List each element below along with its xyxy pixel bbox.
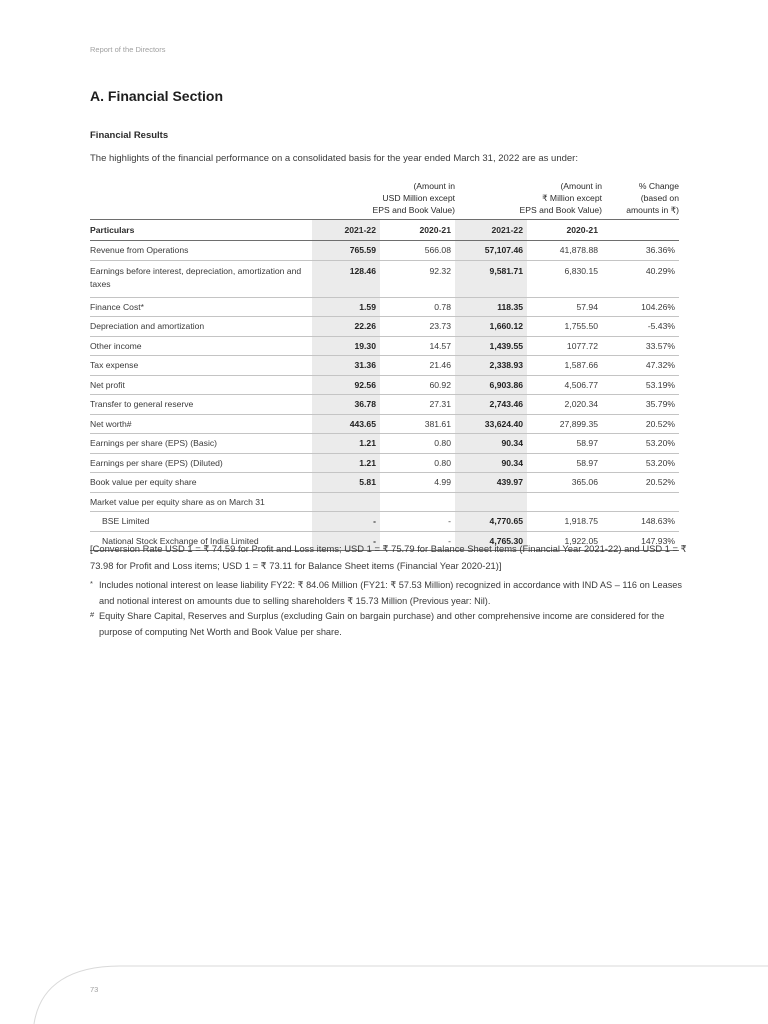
row-label: Tax expense bbox=[90, 356, 312, 376]
intro-paragraph: The highlights of the financial performance on a consolidated basis for the year ended March 31, 2022 are as under: bbox=[90, 153, 578, 164]
usd-2020-21-value: 0.78 bbox=[380, 297, 455, 317]
usd-2021-22-value: 19.30 bbox=[312, 336, 380, 356]
usd-2021-22-header: 2021-22 bbox=[312, 220, 380, 241]
change-value bbox=[602, 492, 679, 512]
row-label: Other income bbox=[90, 336, 312, 356]
change-value: 47.32% bbox=[602, 356, 679, 376]
change-value: 40.29% bbox=[602, 260, 679, 297]
change-value: 53.20% bbox=[602, 434, 679, 454]
unit-header-row bbox=[90, 172, 679, 220]
inr-2021-22-value: 2,338.93 bbox=[455, 356, 527, 376]
row-label: Book value per equity share bbox=[90, 473, 312, 493]
inr-2020-21-value: 41,878.88 bbox=[527, 241, 602, 261]
inr-2021-22-value: 4,765.30 bbox=[455, 531, 527, 551]
usd-2020-21-value: 381.61 bbox=[380, 414, 455, 434]
usd-2020-21-value bbox=[380, 492, 455, 512]
usd-2021-22-value bbox=[312, 492, 380, 512]
table-row bbox=[90, 473, 679, 493]
row-label: Net profit bbox=[90, 375, 312, 395]
change-unit-header: % Change (based on amounts in ₹) bbox=[626, 181, 679, 215]
inr-2020-21-value: 2,020.34 bbox=[527, 395, 602, 415]
row-label: Depreciation and amortization bbox=[90, 317, 312, 337]
change-value: 35.79% bbox=[602, 395, 679, 415]
change-value: 36.36% bbox=[602, 241, 679, 261]
footnote bbox=[90, 578, 690, 609]
page-number: 73 bbox=[90, 985, 99, 994]
inr-2021-22-value: 4,770.65 bbox=[455, 512, 527, 532]
usd-2020-21-value: - bbox=[380, 512, 455, 532]
inr-2020-21-value: 27,899.35 bbox=[527, 414, 602, 434]
table-row bbox=[90, 356, 679, 376]
usd-2021-22-value: - bbox=[312, 531, 380, 551]
footnote-text: Equity Share Capital, Reserves and Surplus (excluding Gain on bargain purchase) and other comprehensive income are considered for the purpose of computing Net Worth and Book Value per share. bbox=[99, 611, 665, 637]
usd-2021-22-value: 36.78 bbox=[312, 395, 380, 415]
inr-2020-21-value: 58.97 bbox=[527, 434, 602, 454]
row-label: BSE Limited bbox=[90, 512, 312, 532]
inr-2021-22-value: 57,107.46 bbox=[455, 241, 527, 261]
usd-2020-21-value: 92.32 bbox=[380, 260, 455, 297]
footnote-text: Includes notional interest on lease liability FY22: ₹ 84.06 Million (FY21: ₹ 57.53 Million) recognized in accordance with IND AS – 116 on Leases and notional interest on amounts due to selling shareholders ₹ 15.73 Million (Previous year: Nil). bbox=[99, 580, 682, 606]
change-value: 147.93% bbox=[602, 531, 679, 551]
inr-2021-22-value: 90.34 bbox=[455, 453, 527, 473]
change-value: 53.20% bbox=[602, 453, 679, 473]
inr-2021-22-value: 118.35 bbox=[455, 297, 527, 317]
table-row bbox=[90, 492, 679, 512]
table-row bbox=[90, 414, 679, 434]
inr-2020-21-value: 1,918.75 bbox=[527, 512, 602, 532]
row-label: Earnings per share (EPS) (Basic) bbox=[90, 434, 312, 454]
inr-2020-21-value: 1,922.05 bbox=[527, 531, 602, 551]
table-row bbox=[90, 375, 679, 395]
inr-2021-22-value: 33,624.40 bbox=[455, 414, 527, 434]
table-row bbox=[90, 434, 679, 454]
page-corner-curve bbox=[0, 940, 768, 1024]
usd-2021-22-value: 765.59 bbox=[312, 241, 380, 261]
usd-2020-21-value: 0.80 bbox=[380, 453, 455, 473]
inr-2020-21-value: 58.97 bbox=[527, 453, 602, 473]
footnotes bbox=[90, 578, 690, 640]
change-value: 33.57% bbox=[602, 336, 679, 356]
change-value: 53.19% bbox=[602, 375, 679, 395]
usd-2020-21-value: 21.46 bbox=[380, 356, 455, 376]
conversion-rate-note: [Conversion Rate USD 1 = ₹ 74.59 for Profit and Loss items; USD 1 = ₹ 75.79 for Balance Sheet items (Financial Year 2021-22) and USD 1 = ₹ 73.98 for Profit and Loss items; USD 1 = ₹ 73.11 for Balance Sheet items (Financial Year 2020-21)] bbox=[90, 543, 687, 571]
financial-results-heading: Financial Results bbox=[90, 130, 169, 141]
usd-2021-22-value: 128.46 bbox=[312, 260, 380, 297]
table-row bbox=[90, 453, 679, 473]
row-label: Revenue from Operations bbox=[90, 241, 312, 261]
usd-2020-21-value: 27.31 bbox=[380, 395, 455, 415]
inr-2021-22-header: 2021-22 bbox=[455, 220, 527, 241]
inr-2020-21-value: 6,830.15 bbox=[527, 260, 602, 297]
row-label: Net worth# bbox=[90, 414, 312, 434]
row-label: Earnings per share (EPS) (Diluted) bbox=[90, 453, 312, 473]
row-label: National Stock Exchange of India Limited bbox=[90, 531, 312, 551]
change-value: -5.43% bbox=[602, 317, 679, 337]
column-header-row bbox=[90, 220, 679, 241]
table-row bbox=[90, 297, 679, 317]
table-row bbox=[90, 317, 679, 337]
particulars-header: Particulars bbox=[90, 220, 312, 241]
section-title: A. Financial Section bbox=[90, 88, 224, 104]
financial-results-table bbox=[90, 172, 679, 551]
usd-2021-22-value: 31.36 bbox=[312, 356, 380, 376]
inr-2020-21-value bbox=[527, 492, 602, 512]
usd-2020-21-header: 2020-21 bbox=[380, 220, 455, 241]
usd-2020-21-value: 23.73 bbox=[380, 317, 455, 337]
row-label: Finance Cost* bbox=[90, 297, 312, 317]
row-label: Earnings before interest, depreciation, amortization and taxes bbox=[90, 260, 312, 297]
inr-2021-22-value: 9,581.71 bbox=[455, 260, 527, 297]
inr-2021-22-value: 1,660.12 bbox=[455, 317, 527, 337]
change-header bbox=[602, 220, 679, 241]
table-row bbox=[90, 241, 679, 261]
usd-2021-22-value: - bbox=[312, 512, 380, 532]
inr-unit-header: (Amount in ₹ Million except EPS and Book Value) bbox=[519, 181, 602, 215]
inr-2020-21-value: 1077.72 bbox=[527, 336, 602, 356]
inr-2020-21-value: 365.06 bbox=[527, 473, 602, 493]
inr-2021-22-value: 90.34 bbox=[455, 434, 527, 454]
change-value: 148.63% bbox=[602, 512, 679, 532]
inr-2020-21-value: 1,587.66 bbox=[527, 356, 602, 376]
usd-unit-header: (Amount in USD Million except EPS and Book Value) bbox=[372, 181, 455, 215]
inr-2020-21-value: 4,506.77 bbox=[527, 375, 602, 395]
inr-2021-22-value: 6,903.86 bbox=[455, 375, 527, 395]
table-row bbox=[90, 512, 679, 532]
usd-2020-21-value: 0.80 bbox=[380, 434, 455, 454]
usd-2020-21-value: - bbox=[380, 531, 455, 551]
inr-2020-21-value: 1,755.50 bbox=[527, 317, 602, 337]
table-row bbox=[90, 336, 679, 356]
usd-2021-22-value: 1.21 bbox=[312, 453, 380, 473]
usd-2021-22-value: 22.26 bbox=[312, 317, 380, 337]
footnote-mark: * bbox=[90, 579, 93, 588]
change-value: 104.26% bbox=[602, 297, 679, 317]
row-label: Transfer to general reserve bbox=[90, 395, 312, 415]
running-head: Report of the Directors bbox=[90, 45, 166, 54]
inr-2021-22-value bbox=[455, 492, 527, 512]
usd-2020-21-value: 566.08 bbox=[380, 241, 455, 261]
table-row bbox=[90, 260, 679, 297]
table-row bbox=[90, 395, 679, 415]
usd-2020-21-value: 4.99 bbox=[380, 473, 455, 493]
inr-2021-22-value: 1,439.55 bbox=[455, 336, 527, 356]
footnote-mark: # bbox=[90, 610, 95, 619]
usd-2020-21-value: 14.57 bbox=[380, 336, 455, 356]
change-value: 20.52% bbox=[602, 414, 679, 434]
usd-2021-22-value: 1.21 bbox=[312, 434, 380, 454]
usd-2021-22-value: 443.65 bbox=[312, 414, 380, 434]
usd-2021-22-value: 92.56 bbox=[312, 375, 380, 395]
usd-2020-21-value: 60.92 bbox=[380, 375, 455, 395]
footnote bbox=[90, 609, 690, 640]
change-value: 20.52% bbox=[602, 473, 679, 493]
usd-2021-22-value: 1.59 bbox=[312, 297, 380, 317]
inr-2021-22-value: 439.97 bbox=[455, 473, 527, 493]
inr-2020-21-value: 57.94 bbox=[527, 297, 602, 317]
usd-2021-22-value: 5.81 bbox=[312, 473, 380, 493]
row-label: Market value per equity share as on March 31 bbox=[90, 492, 312, 512]
inr-2021-22-value: 2,743.46 bbox=[455, 395, 527, 415]
inr-2020-21-header: 2020-21 bbox=[527, 220, 602, 241]
unit-header-empty bbox=[90, 172, 312, 220]
